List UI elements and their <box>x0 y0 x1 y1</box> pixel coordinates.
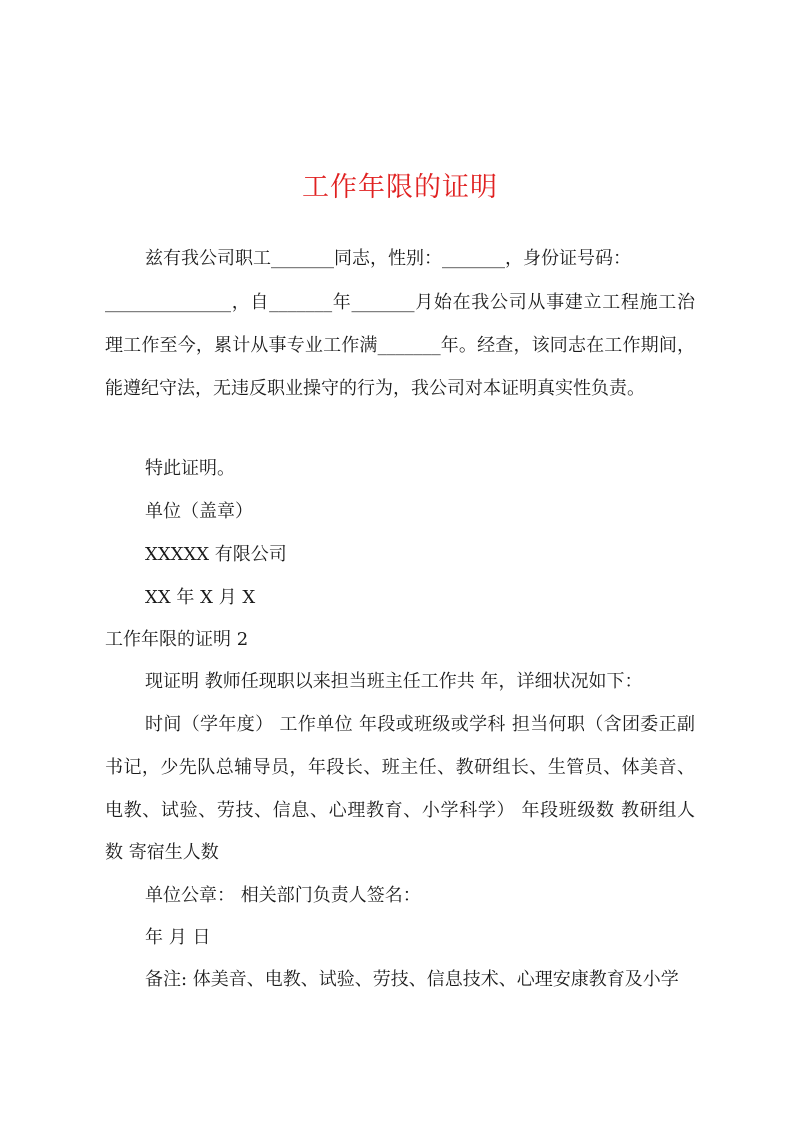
section2-line-1: 现证明 教师任现职以来担当班主任工作共 年，详细状况如下： <box>145 671 643 692</box>
section-heading-2: 工作年限的证明 2 <box>105 629 249 650</box>
paragraph-line-1: 兹有我公司职工_______同志，性别：_______，身份证号码： <box>145 248 631 269</box>
closing-statement: 特此证明。 <box>145 458 235 479</box>
paragraph-line-4: 能遵纪守法，无违反职业操守的行为，我公司对本证明真实性负责。 <box>105 378 645 399</box>
section2-line-3: 书记，少先队总辅导员，年段长、班主任、教研组长、生管员、体美音、 <box>105 757 695 778</box>
signature-line: 单位公章： 相关部门负责人签名： <box>145 885 421 906</box>
document-date: XX 年 X 月 X <box>145 587 256 608</box>
date-placeholder: 年 月 日 <box>145 927 211 948</box>
section2-line-4: 电教、试验、劳技、信息、心理教育、小学科学） 年段班级数 教研组人 <box>105 800 695 821</box>
company-name: XXXXX 有限公司 <box>145 544 287 565</box>
section2-line-2: 时间（学年度） 工作单位 年段或班级或学科 担当何职（含团委正副 <box>145 714 695 735</box>
document-title: 工作年限的证明 <box>302 172 498 203</box>
section2-line-5: 数 寄宿生人数 <box>105 842 219 863</box>
unit-seal-label: 单位（盖章） <box>145 501 253 522</box>
remarks-line: 备注: 体美音、电教、试验、劳技、信息技术、心理安康教育及小学 <box>145 969 679 990</box>
paragraph-line-2: ______________，自_______年_______月始在我公司从事建立工程施工治 <box>105 292 695 313</box>
paragraph-line-3: 理工作至今，累计从事专业工作满_______年。经查，该同志在工作期间， <box>105 335 695 356</box>
